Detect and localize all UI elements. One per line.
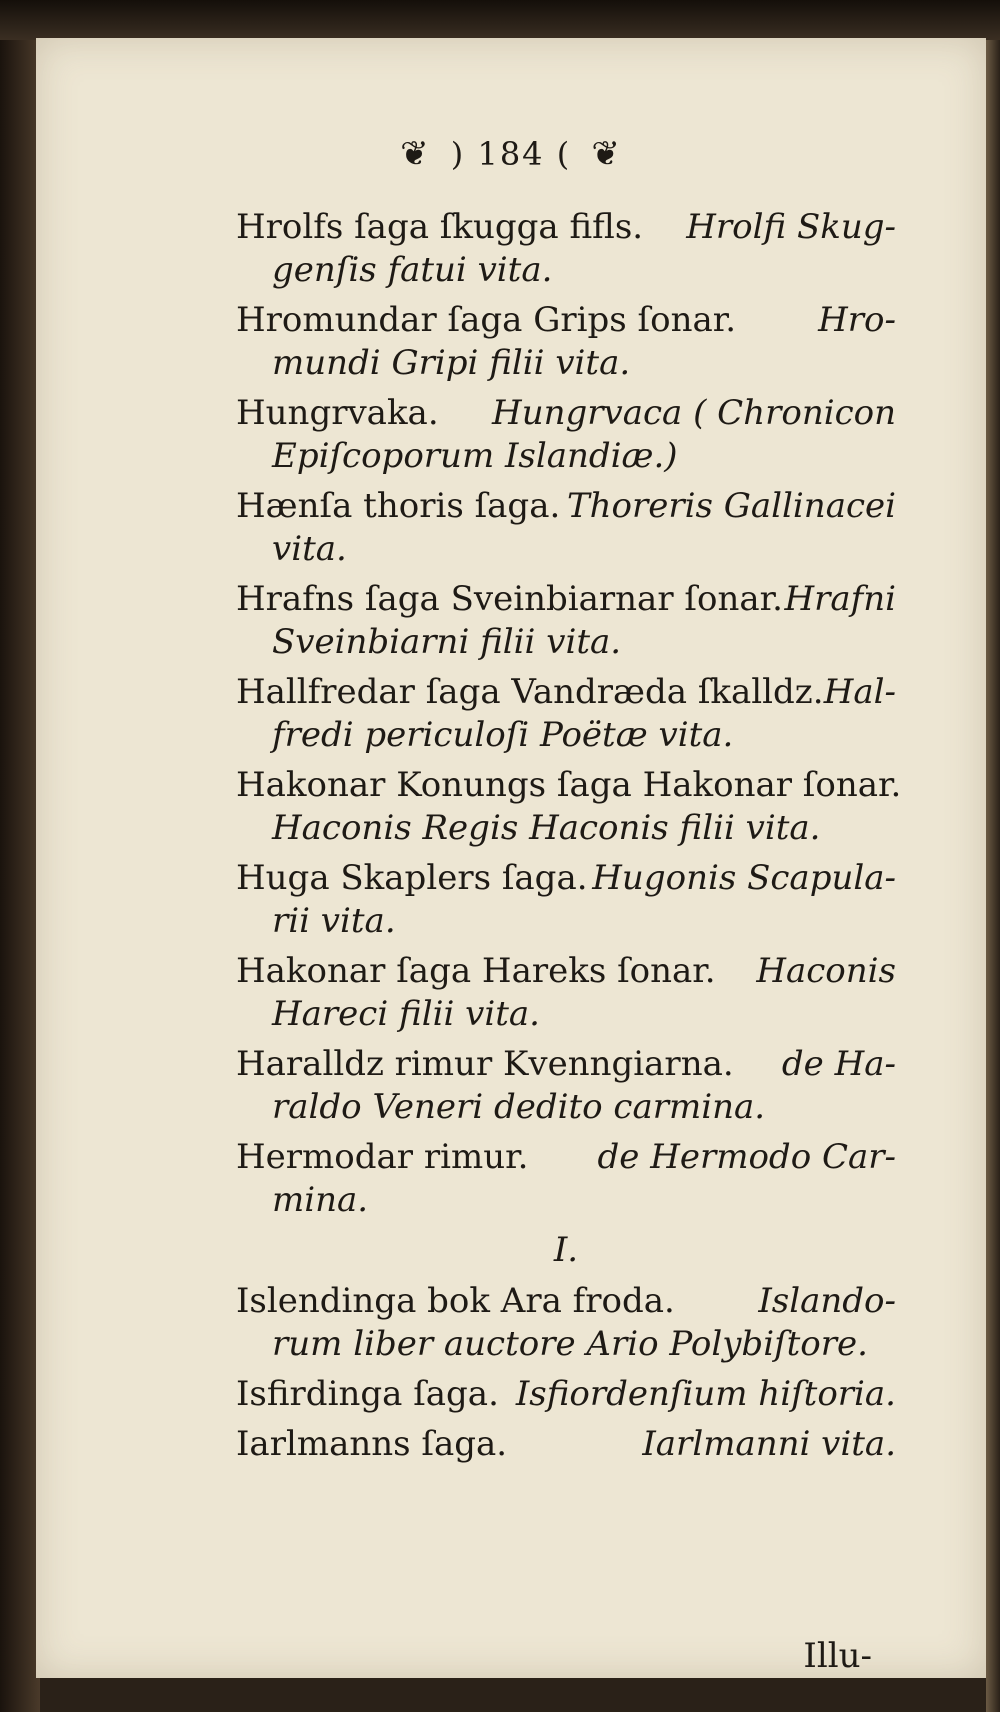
book-page <box>36 38 986 1678</box>
latin-title: Isfiordenſium hiſtoria. <box>515 1374 896 1414</box>
latin-title-continued: genſis fatui vita. <box>272 250 553 290</box>
entry <box>236 392 896 478</box>
entry <box>236 1423 896 1466</box>
entry <box>236 857 896 943</box>
latin-title: Hro- <box>818 300 896 340</box>
latin-title-continued: mundi Gripi filii vita. <box>272 343 631 383</box>
norse-title: Huga Skaplers ſaga. <box>236 858 588 898</box>
entry <box>236 1373 896 1416</box>
catchword: Illu- <box>803 1636 872 1676</box>
latin-title-continued: mina. <box>272 1180 369 1220</box>
entry <box>236 299 896 385</box>
entry-list <box>236 206 902 1473</box>
latin-title: Hugonis Scapula- <box>592 858 896 898</box>
norse-title: Hallfredar ſaga Vandræda ſkalldz. <box>236 672 824 712</box>
latin-title: Iarlmanni vita. <box>642 1424 896 1464</box>
latin-title: Islando- <box>758 1281 896 1321</box>
latin-title-continued: vita. <box>272 529 347 569</box>
entry <box>236 1280 896 1366</box>
latin-title-continued: Hareci filii vita. <box>272 994 540 1034</box>
norse-title: Hænſa thoris ſaga. <box>236 486 561 526</box>
norse-title: Hermodar rimur. <box>236 1137 529 1177</box>
latin-title-continued: raldo Veneri dedito carmina. <box>272 1087 766 1127</box>
latin-title: Hrolfi Skug- <box>686 207 896 247</box>
entry <box>236 578 896 664</box>
page-number: ) 184 ( <box>450 135 572 173</box>
page-header <box>36 134 986 174</box>
norse-title: Hrolfs ſaga ſkugga fifls. <box>236 207 644 247</box>
ornament-left-icon: ❦ <box>400 134 431 174</box>
norse-title: Islendinga bok Ara froda. <box>236 1281 675 1321</box>
norse-title: Isfirdinga ſaga. <box>236 1374 499 1414</box>
entry <box>236 1136 896 1222</box>
norse-title: Hungrvaka. <box>236 393 439 433</box>
entry <box>236 671 896 757</box>
norse-title: Hromundar ſaga Grips ſonar. <box>236 300 737 340</box>
latin-title-continued: Sveinbiarni filii vita. <box>272 622 622 662</box>
norse-title: Hrafns ſaga Sveinbiarnar ſonar. <box>236 579 783 619</box>
latin-title: Hrafni <box>784 579 896 619</box>
latin-title-continued: Epiſcoporum Islandiæ.) <box>272 436 678 476</box>
book-edge-top <box>0 0 1000 40</box>
norse-title: Hakonar Konungs ſaga Hakonar ſonar. <box>236 765 902 805</box>
entry <box>236 206 896 292</box>
latin-title: Thoreris Gallinacei <box>566 486 896 526</box>
latin-title-continued: fredi periculoſi Poëtæ vita. <box>272 715 734 755</box>
book-edge-left <box>0 40 40 1712</box>
latin-title: de Ha- <box>781 1044 896 1084</box>
entry <box>236 950 896 1036</box>
entry <box>236 764 902 850</box>
norse-title: Hakonar ſaga Hareks ſonar. <box>236 951 716 991</box>
latin-title-continued: rum liber auctore Ario Polybiſtore. <box>272 1324 868 1364</box>
latin-title: Hal- <box>823 672 896 712</box>
latin-title: Haconis <box>756 951 896 991</box>
latin-title-continued: Haconis Regis Haconis filii vita. <box>272 808 821 848</box>
section-letter: I. <box>553 1230 579 1270</box>
entry <box>236 485 896 571</box>
norse-title: Iarlmanns ſaga. <box>236 1424 508 1464</box>
latin-title-continued: rii vita. <box>272 901 396 941</box>
entry <box>236 1043 896 1129</box>
latin-title: de Hermodo Car- <box>597 1137 896 1177</box>
norse-title: Haralldz rimur Kvenngiarna. <box>236 1044 734 1084</box>
book-edge-right <box>986 40 1000 1712</box>
latin-title: Hungrvaca ( Chronicon <box>492 393 896 433</box>
ornament-right-icon: ❦ <box>591 134 622 174</box>
